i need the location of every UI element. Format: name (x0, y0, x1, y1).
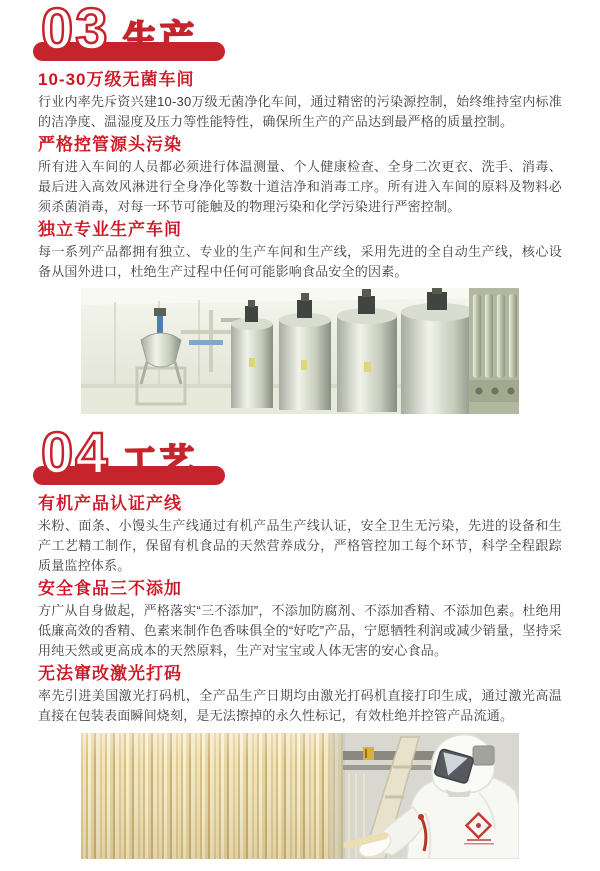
worker-illustration (329, 733, 519, 859)
section-sterile-workshop (38, 71, 562, 132)
section-independent-workshop (38, 221, 562, 282)
badge-label-process: 工艺 (122, 442, 198, 482)
section-heading: 严格控管源头污染 (38, 135, 182, 154)
badge-label-production: 生产 (122, 18, 198, 58)
section-body: 行业内率先斥资兴建10-30万级无菌净化车间，通过精密的污染源控制，始终维持室内标准的洁净度、温湿度及压力等性能特性，确保所生产的产品达到最严格的质量控制。 (38, 94, 562, 129)
section-body: 米粉、面条、小馒头生产线通过有机产品生产线认证，安全卫生无污染，先进的设备和生产工艺精工制作，保留有机食品的天然营养成分，严格管控加工每个环节，科学全程跟踪质量监控体系。 (38, 518, 562, 573)
section-source-pollution (38, 136, 562, 217)
section-heading: 10-30万级无菌车间 (38, 70, 195, 89)
section-heading: 安全食品三不添加 (38, 579, 182, 598)
section-heading: 无法窜改激光打码 (38, 664, 182, 683)
section-body: 率先引进美国激光打码机，全产品生产日期均由激光打码机直接打印生成，通过激光高温直接在包装表面瞬间烧刻，是无法擦掉的永久性标记，有效杜绝并控管产品流通。 (38, 688, 562, 723)
sterile-workshop-photo (81, 288, 519, 414)
section-heading: 独立专业生产车间 (38, 220, 182, 239)
section-body: 所有进入车间的人员都必须进行体温测量、个人健康检查、全身二次更衣、洗手、消毒、最后进入高效风淋进行全身净化等数十道洁净和消毒工序。所有进入车间的原料及物料必须杀菌消毒，对每一环节可能触及的物理污染和化学污染进行严密控制。 (38, 159, 562, 214)
section-no-additives (38, 580, 562, 661)
badge-number-04: 04 (41, 421, 110, 486)
section-organic-line (38, 495, 562, 576)
badge-number-03: 03 (41, 0, 110, 62)
workshop-tanks-illustration (81, 288, 519, 414)
section-laser-coding (38, 665, 562, 726)
section-body: 方广从自身做起，严格落实“三不添加”，不添加防腐剂、不添加香精、不添加色素。杜绝用低廉高效的香精、色素来制作色香味俱全的“好吃”产品，宁愿牺牲利润或减少销量，坚持采用纯天然或更高成本的天然原料，生产对宝宝或人体无害的安心食品。 (38, 603, 562, 658)
section-heading: 有机产品认证产线 (38, 494, 182, 513)
section-body: 每一系列产品都拥有独立、专业的生产车间和生产线，采用先进的全自动生产线，核心设备从国外进口，杜绝生产过程中任何可能影响食品安全的因素。 (38, 244, 562, 279)
section-badge-production (33, 0, 233, 62)
pipe-panel (469, 288, 519, 414)
section-badge-process (33, 421, 233, 486)
noodle-production-photo (81, 733, 519, 859)
